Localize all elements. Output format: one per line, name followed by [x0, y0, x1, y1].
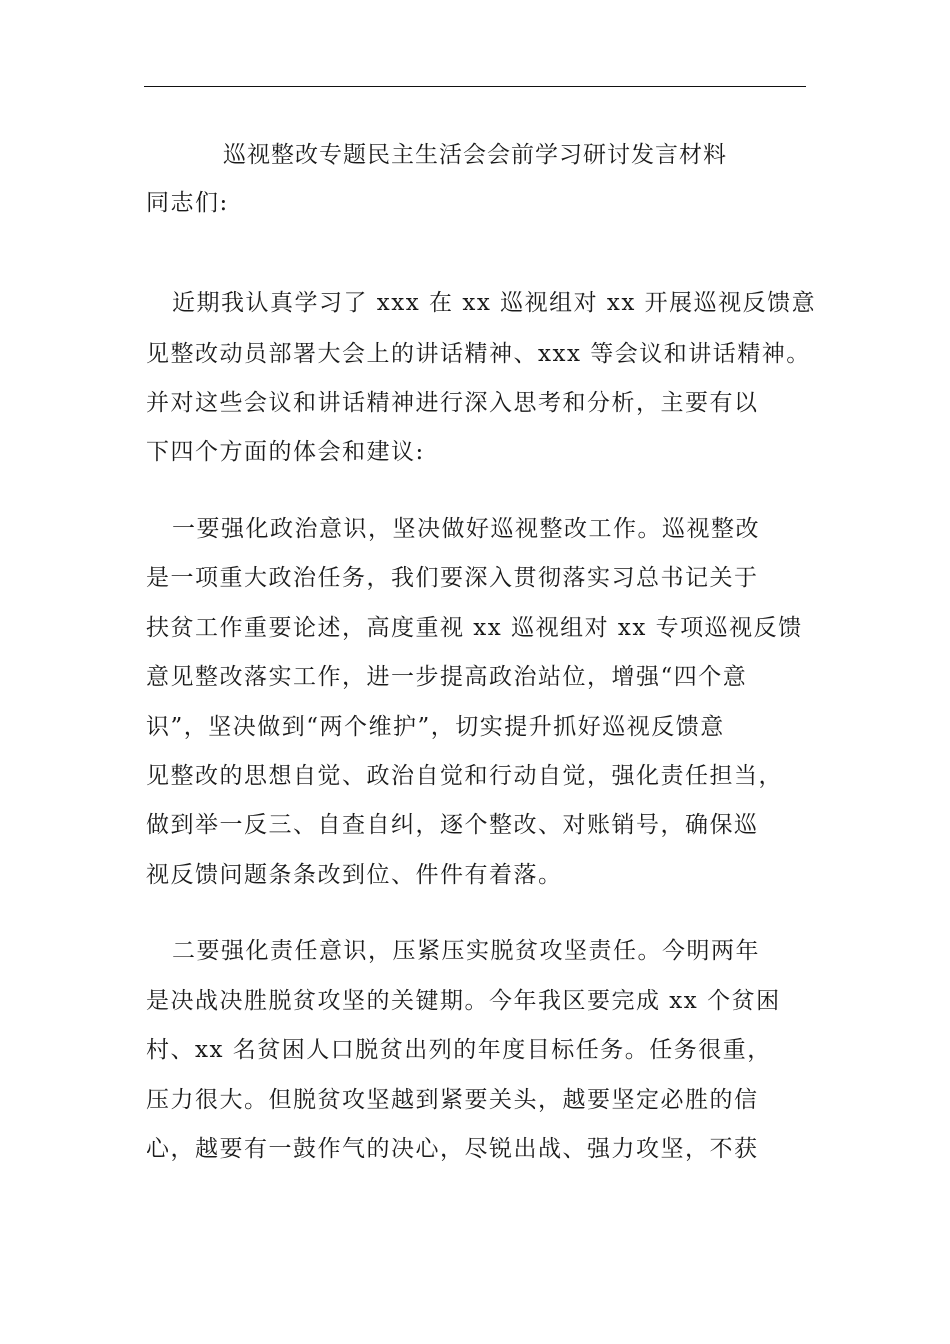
- paragraph-2-line-4: 意见整改落实工作，进一步提高政治站位，增强“四个意: [146, 664, 748, 690]
- paragraph-3-line-3: 村、xx 名贫困人口脱贫出列的年度目标任务。任务很重，: [146, 1037, 772, 1063]
- paragraph-1-line-1: 近期我认真学习了 xxx 在 xx 巡视组对 xx 开展巡视反馈意: [172, 290, 817, 316]
- document-title: 巡视整改专题民主生活会会前学习研讨发言材料: [223, 142, 727, 168]
- paragraph-2-line-6: 见整改的思想自觉、政治自觉和行动自觉，强化责任担当，: [146, 763, 783, 789]
- paragraph-2-line-5: 识”，坚决做到“两个维护”，切实提升抓好巡视反馈意: [146, 714, 725, 740]
- paragraph-2-line-8: 视反馈问题条条改到位、件件有着落。: [146, 862, 563, 888]
- paragraph-1-line-4: 下四个方面的体会和建议:: [146, 439, 425, 465]
- paragraph-3-line-4: 压力很大。但脱贫攻坚越到紧要关头，越要坚定必胜的信: [146, 1087, 759, 1113]
- paragraph-1-line-2: 见整改动员部署大会上的讲话精神、xxx 等会议和讲话精神。: [146, 341, 811, 367]
- paragraph-3-line-5: 心，越要有一鼓作气的决心，尽锐出战、强力攻坚，不获: [146, 1136, 759, 1162]
- paragraph-3-line-2: 是决战决胜脱贫攻坚的关键期。今年我区要完成 xx 个贫困: [146, 988, 781, 1014]
- header-rule: [144, 86, 806, 87]
- paragraph-1-line-3: 并对这些会议和讲话精神进行深入思考和分析，主要有以: [146, 390, 759, 416]
- paragraph-2-line-2: 是一项重大政治任务，我们要深入贯彻落实习总书记关于: [146, 565, 759, 591]
- paragraph-2-line-7: 做到举一反三、自查自纠，逐个整改、对账销号，确保巡: [146, 812, 759, 838]
- paragraph-3-line-1: 二要强化责任意识，压紧压实脱贫攻坚责任。今明两年: [172, 938, 760, 964]
- salutation: 同志们:: [146, 190, 229, 216]
- paragraph-2-line-1: 一要强化政治意识，坚决做好巡视整改工作。巡视整改: [172, 516, 760, 542]
- paragraph-2-line-3: 扶贫工作重要论述，高度重视 xx 巡视组对 xx 专项巡视反馈: [146, 615, 803, 641]
